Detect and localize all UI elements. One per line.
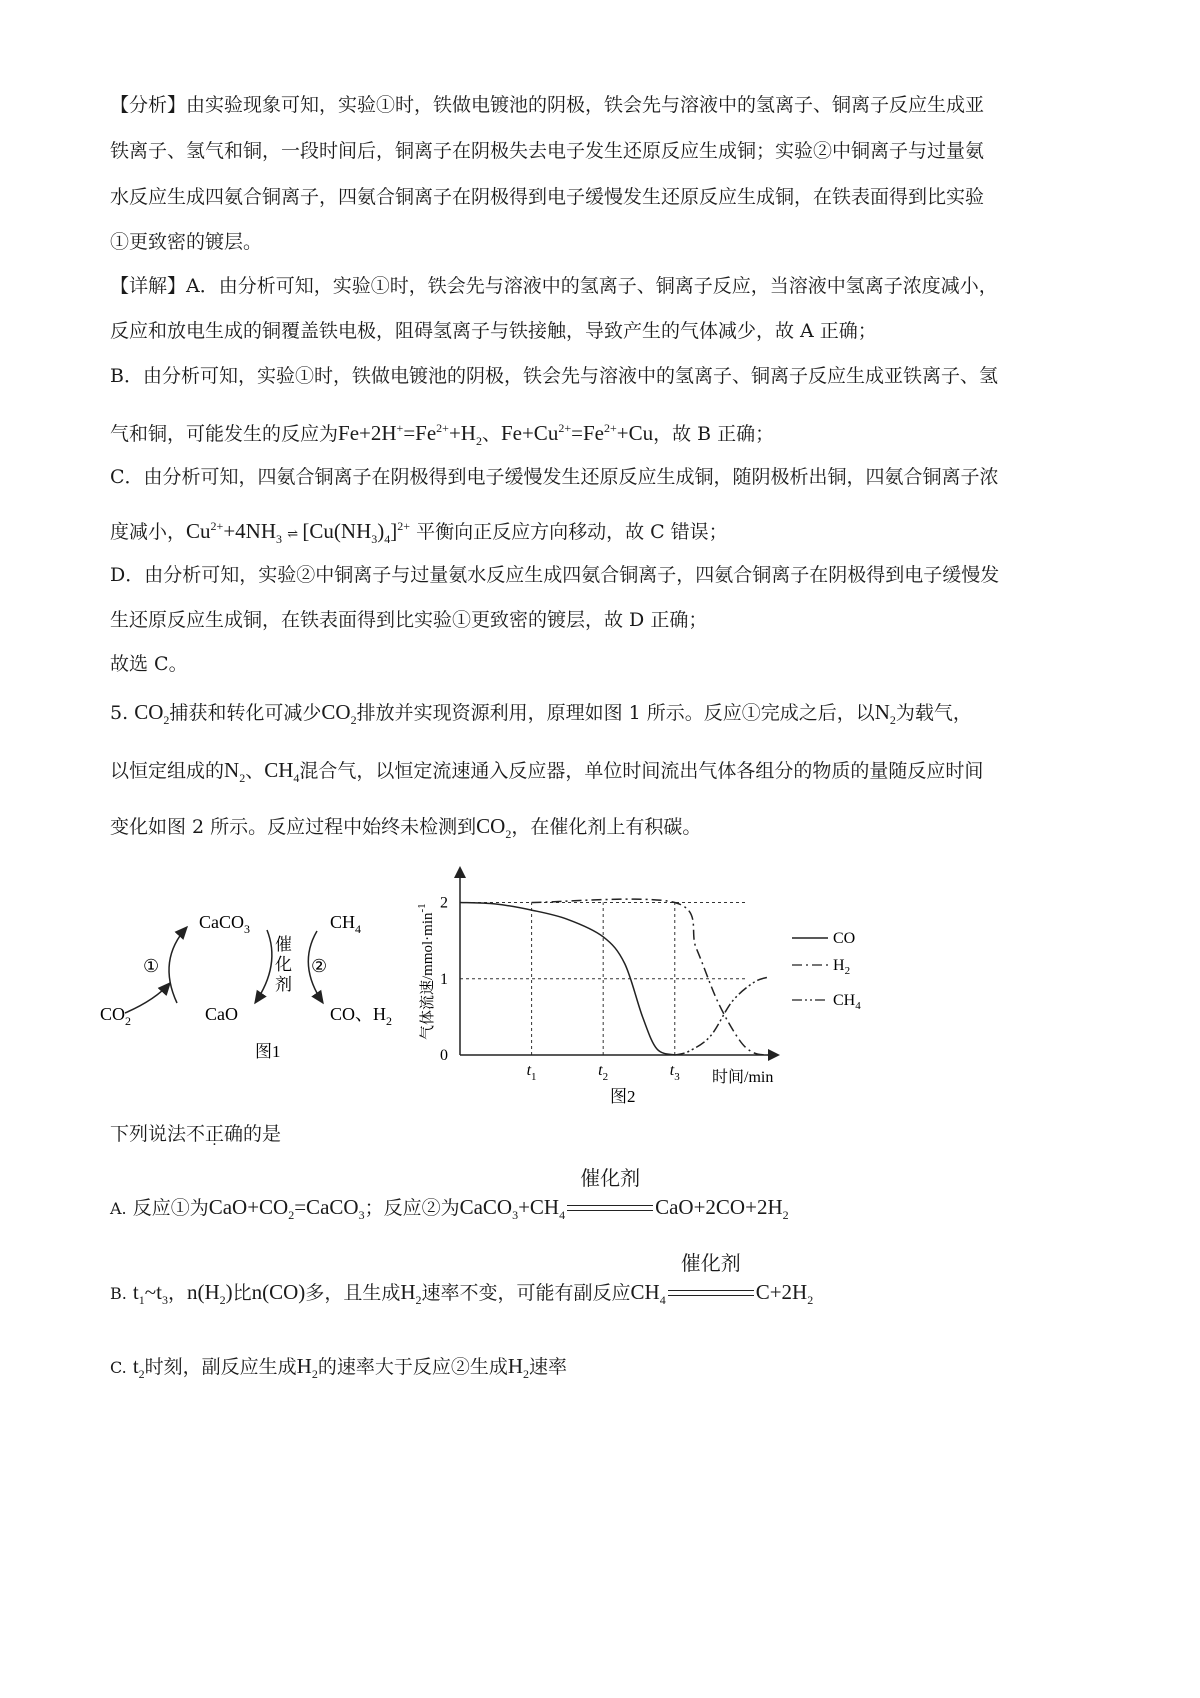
detail-b-line-2: 气和铜，可能发生的反应为$Fe+2H^+=Fe^{2+}+H_2$、$Fe+Cu^{2+}=Fe^{2+}+Cu$，故 B 正确； [110, 421, 775, 449]
y-axis-arrow [454, 866, 466, 878]
option-b-text4: 速率不变，可能有副反应 [421, 1282, 631, 1304]
figure-2-caption: 图2 [610, 1087, 636, 1106]
question-line-2 [110, 756, 1100, 792]
detail-c-prefix: 度减小， [110, 521, 187, 543]
option-c-text2: 的速率大于反应②生成 [317, 1356, 508, 1378]
legend-ch4-label: $CH_4$ [833, 992, 861, 1012]
h2-formula: $H_2$ [507, 1354, 530, 1382]
option-c-label: C. [110, 1358, 127, 1377]
equation-cu-nh3: $Cu^{2+}+4NH_3$ ⇌ $[Cu(NH_3)_4]^{2+}$ [186, 519, 411, 547]
n-co: n(CO) [251, 1280, 306, 1304]
step-1-label: ① [143, 956, 160, 976]
option-c-text3: 速率 [529, 1356, 568, 1378]
co2-formula: $CO_2$ [476, 814, 512, 842]
q-text-2a: 以恒定组成的 [110, 760, 225, 782]
catalyst-label: 催化剂 [580, 1168, 641, 1191]
option-b-text2: 比 [232, 1282, 252, 1304]
option-c-text1: 时刻，副反应生成 [144, 1356, 297, 1378]
q-text-2b: 混合气，以恒定流速通入反应器，单位时间流出气体各组分的物质的量随反应时间 [299, 760, 984, 782]
legend-h2-label: $H_2$ [833, 957, 851, 977]
h2-formula: $H_2$ [400, 1280, 422, 1308]
detail-c-line-1: C．由分析可知，四氨合铜离子在阴极得到电子缓慢发生还原反应生成铜，随阴极析出铜，四氨合铜离子浓 [110, 466, 999, 488]
series-ch4 [675, 977, 768, 1055]
question-prompt [110, 1120, 1100, 1148]
series-h2 [532, 899, 768, 1055]
question-number: 5. [110, 702, 129, 724]
detail-d-line-2: 生还原反应生成铜，在铁表面得到比实验①更致密的镀层，故 D 正确； [110, 609, 708, 631]
detail-c-line-2 [110, 512, 1100, 553]
q-text-1c: 为载气， [895, 702, 972, 724]
option-b-text1: ， [167, 1282, 187, 1304]
option-b-label: B. [110, 1284, 127, 1303]
x-axis-arrow [768, 1049, 780, 1061]
question-line-3 [110, 812, 1100, 848]
x-tick-label: $t_1$ [526, 1062, 537, 1083]
equation-cao-co2: $CaO+CO_2=CaCO_3$ [208, 1195, 365, 1223]
equation-fe-h: $Fe+2H^+=Fe^{2+}+H_2$ [338, 421, 482, 449]
analysis-line-2: 铁离子、氢气和铜，一段时间后，铜离子在阴极失去电子发生还原反应生成铜；实验②中铜离子与过量氨 [110, 140, 985, 162]
option-a[interactable] [110, 1168, 1100, 1229]
option-a-label: A. [110, 1199, 127, 1218]
detail-c-suffix: 平衡向正反应方向移动，故 C 错误； [416, 521, 728, 543]
x-tick-label: $t_3$ [669, 1062, 680, 1083]
prompt-b: 的是 [243, 1123, 282, 1145]
step-2-label: ② [311, 956, 328, 976]
figure-2-chart [416, 860, 900, 1106]
legend [792, 930, 861, 1012]
co2-formula: $CO_2$ [134, 700, 170, 728]
prompt-a: 下列说法 [110, 1123, 187, 1145]
equation-caco3-ch4: $CaCO_3+CH_4$ 催化剂 $CaO+2CO+2H_2$ [460, 1195, 789, 1219]
figure-1 [95, 895, 425, 1070]
q-sep: 、 [245, 760, 265, 782]
option-b[interactable] [110, 1253, 1100, 1314]
co-h2-label: CO、$H_2$ [330, 1004, 393, 1028]
q-text-1a: 捕获和转化可减少 [169, 702, 322, 724]
arrow-step-1 [169, 927, 187, 1003]
catalyst-char-2: 化 [275, 955, 292, 974]
y-tick-label: 1 [440, 970, 448, 988]
equation-fe-cu: $Fe+Cu^{2+}=Fe^{2+}+Cu$ [500, 421, 654, 445]
legend-co-label: CO [833, 930, 856, 947]
analysis-line-4: ①更致密的镀层。 [110, 231, 263, 253]
co2-formula: $CO_2$ [321, 700, 357, 728]
caco3-label: CaCO$_3$ [199, 912, 250, 936]
option-c[interactable] [110, 1352, 1100, 1388]
cao-label: CaO [205, 1004, 238, 1024]
arrow-co2-to-cao [125, 983, 170, 1013]
n2-formula: $N_2$ [874, 700, 896, 728]
option-a-text1: 反应①为 [132, 1197, 209, 1219]
y-tick-label: 2 [440, 894, 448, 912]
catalyst-label: 催化剂 [680, 1253, 741, 1276]
q-text-1b: 排放并实现资源利用，原理如图 1 所示。反应①完成之后，以 [356, 702, 875, 724]
catalyst-char-1: 催 [275, 935, 292, 954]
figure-1-caption: 图1 [255, 1042, 281, 1061]
detail-d-line-1: D．由分析可知，实验②中铜离子与过量氨水反应生成四氨合铜离子，四氨合铜离子在阴极得到电子缓慢发 [110, 564, 1000, 586]
analysis-line-1: 【分析】由实验现象可知，实验①时，铁做电镀池的阴极，铁会先与溶液中的氢离子、铜离子反应生成亚 [110, 94, 985, 116]
y-axis-label: 气体流速$/mmol\cdot\min^{-1}$ [416, 903, 436, 1040]
n2-formula: $N_2$ [224, 758, 246, 786]
catalyst-char-3: 剂 [275, 975, 292, 994]
prompt-emphasis: 不正确 [186, 1123, 244, 1145]
ch4-formula: $CH_4$ [264, 758, 300, 786]
y-tick-label: 0 [440, 1047, 448, 1064]
option-a-text2: ；反应②为 [364, 1197, 460, 1219]
co2-label: $CO_2$ [100, 1004, 132, 1028]
ch4-label: $CH_4$ [330, 912, 362, 936]
detail-b-suffix: ，故 B 正确； [653, 423, 775, 445]
detail-a-line-1: 【详解】A．由分析可知，实验①时，铁会先与溶液中的氢离子、铜离子反应，当溶液中氢离子浓度减小， [110, 275, 998, 297]
analysis-line-3: 水反应生成四氨合铜离子，四氨合铜离子在阴极得到电子缓慢发生还原反应生成铜，在铁表面得到比实验 [110, 186, 985, 208]
arrow-caco3-to-cao [255, 930, 272, 1003]
answer: 故选 C。 [110, 653, 188, 675]
h2-formula: $H_2$ [296, 1354, 318, 1382]
t2: $t_2$ [132, 1354, 145, 1382]
detail-b-line-1: B．由分析可知，实验①时，铁做电镀池的阴极，铁会先与溶液中的氢离子、铜离子反应生成亚铁离子、氢 [110, 365, 998, 387]
t1-t3: $t_1\sim t_3$ [132, 1280, 168, 1308]
n-h2: $n(H_2)$ [186, 1280, 233, 1308]
detail-b-prefix: 气和铜，可能发生的反应为 [110, 423, 339, 445]
question-line-1 [110, 698, 1100, 734]
x-tick-label: $t_2$ [598, 1062, 609, 1083]
equation-ch4-decomp: $CH_4$ 催化剂 $C+2H_2$ [631, 1280, 814, 1304]
x-axis-label: 时间/min [712, 1069, 774, 1086]
q-text-3b: ，在催化剂上有积碳。 [511, 816, 702, 838]
q-text-3a: 变化如图 2 所示。反应过程中始终未检测到 [110, 816, 477, 838]
detail-a-line-2: 反应和放电生成的铜覆盖铁电极，阻碍氢离子与铁接触，导致产生的气体减少，故 A 正确； [110, 320, 877, 342]
option-b-text3: 多，且生成 [305, 1282, 401, 1304]
